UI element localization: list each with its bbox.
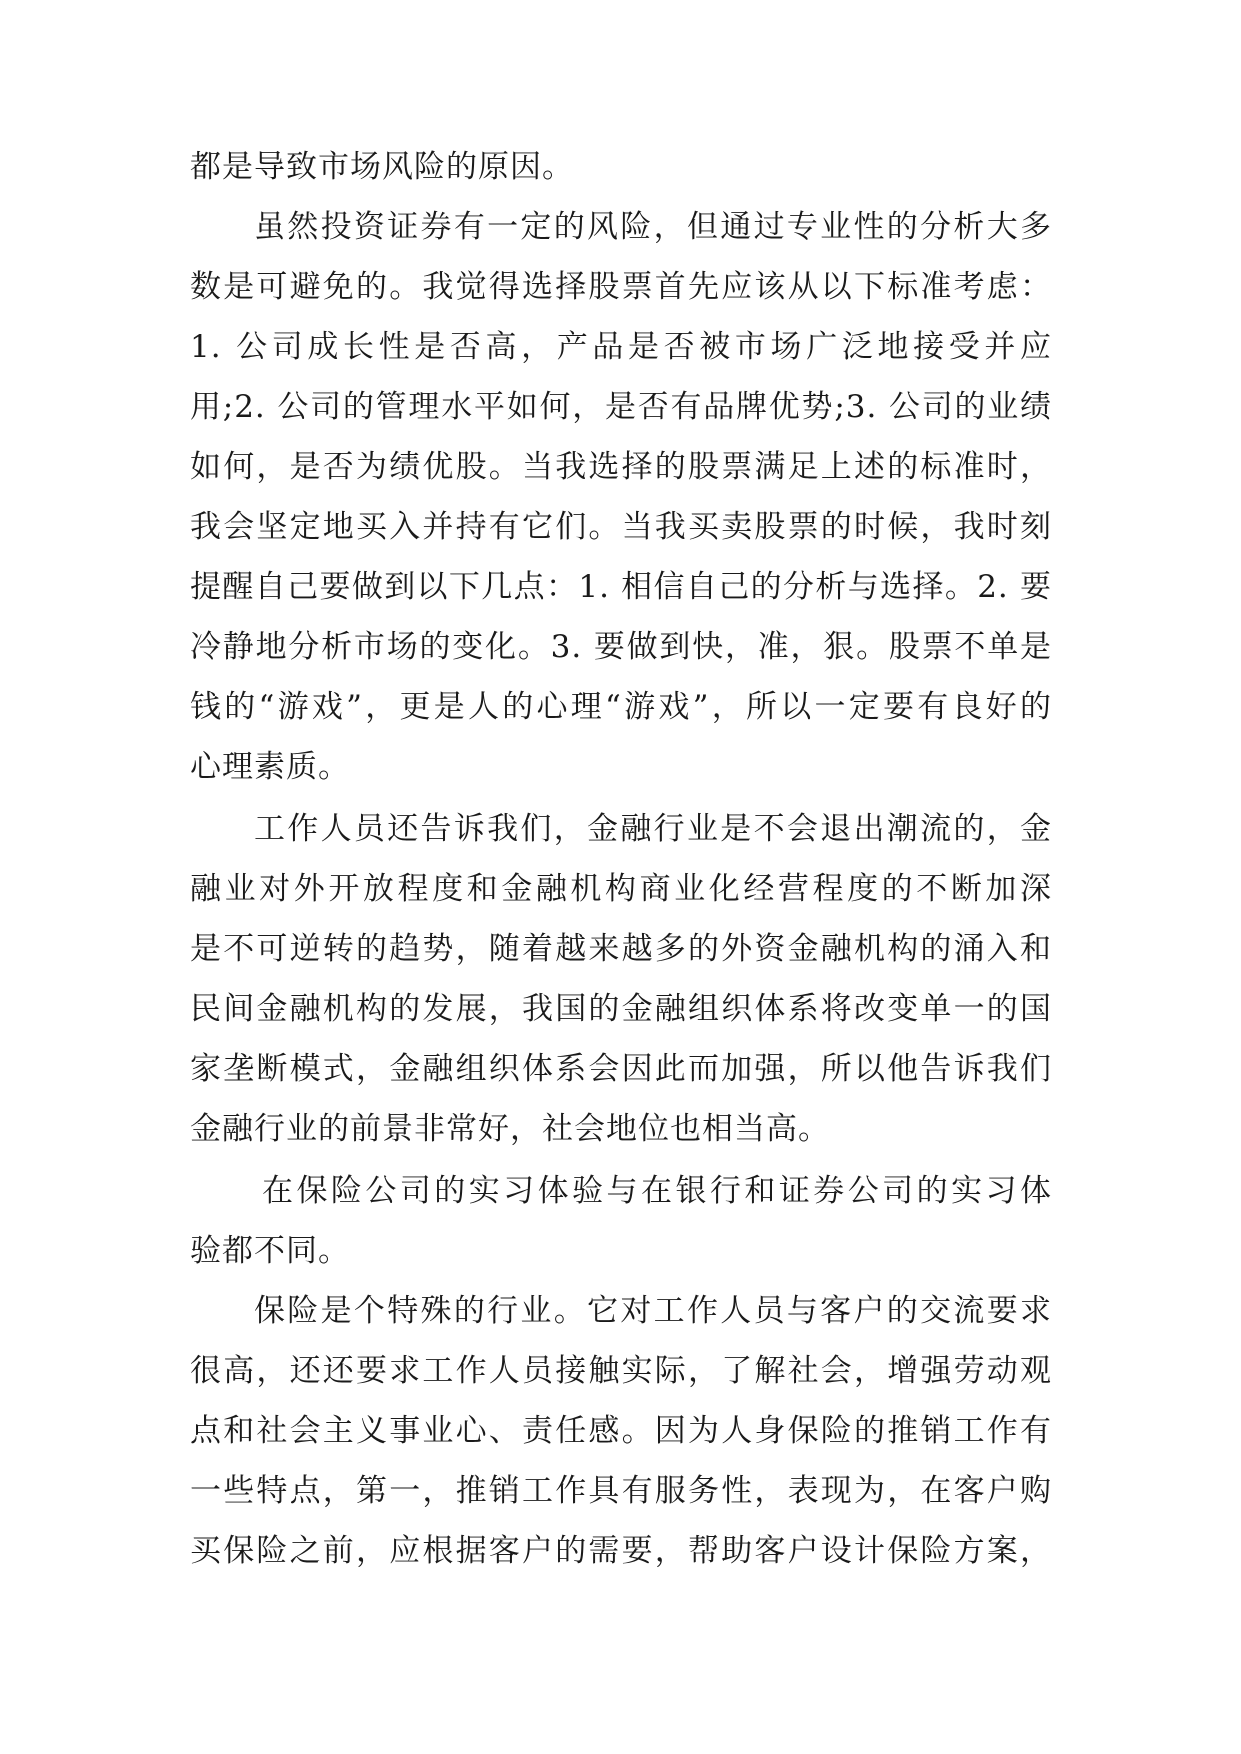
paragraph-line-5: 用;2. 公司的管理水平如何，是否有品牌优势;3. 公司的业绩 [190,389,1052,425]
paragraph-line-22: 点和社会主义事业心、责任感。因为人身保险的推销工作有 [190,1413,1052,1449]
paragraph-line-4: 1. 公司成长性是否高，产品是否被市场广泛地接受并应 [190,329,1052,365]
paragraph-line-24: 买保险之前，应根据客户的需要，帮助客户设计保险方案， [190,1533,1052,1569]
paragraph-line-23: 一些特点，第一，推销工作具有服务性，表现为，在客户购 [190,1473,1052,1509]
paragraph-line-9: 冷静地分析市场的变化。3. 要做到快，准，狠。股票不单是 [190,629,1052,665]
paragraph-line-3: 数是可避免的。我觉得选择股票首先应该从以下标准考虑： [190,269,1052,305]
paragraph-line-15: 民间金融机构的发展，我国的金融组织体系将改变单一的国 [190,991,1052,1027]
paragraph-line-6: 如何，是否为绩优股。当我选择的股票满足上述的标准时， [190,449,1052,485]
paragraph-line-11: 心理素质。 [190,749,350,785]
paragraph-line-16: 家垄断模式，金融组织体系会因此而加强，所以他告诉我们 [190,1051,1052,1087]
paragraph-line-1: 都是导致市场风险的原因。 [190,149,574,185]
paragraph-line-2: 虽然投资证券有一定的风险，但通过专业性的分析大多 [254,209,1052,245]
paragraph-line-8: 提醒自己要做到以下几点：1. 相信自己的分析与选择。2. 要 [190,569,1052,605]
paragraph-line-7: 我会坚定地买入并持有它们。当我买卖股票的时候，我时刻 [190,509,1052,545]
paragraph-line-10: 钱的“游戏”，更是人的心理“游戏”，所以一定要有良好的 [190,689,1052,725]
paragraph-line-20: 保险是个特殊的行业。它对工作人员与客户的交流要求 [254,1293,1052,1329]
paragraph-line-14: 是不可逆转的趋势，随着越来越多的外资金融机构的涌入和 [190,931,1052,967]
paragraph-line-12: 工作人员还告诉我们，金融行业是不会退出潮流的，金 [254,811,1052,847]
paragraph-line-13: 融业对外开放程度和金融机构商业化经营程度的不断加深 [190,871,1052,907]
paragraph-line-21: 很高，还还要求工作人员接触实际，了解社会，增强劳动观 [190,1353,1052,1389]
paragraph-line-17: 金融行业的前景非常好，社会地位也相当高。 [190,1111,830,1147]
paragraph-line-18: 在保险公司的实习体验与在银行和证券公司的实习体 [262,1173,1052,1209]
paragraph-line-19: 验都不同。 [190,1233,350,1269]
